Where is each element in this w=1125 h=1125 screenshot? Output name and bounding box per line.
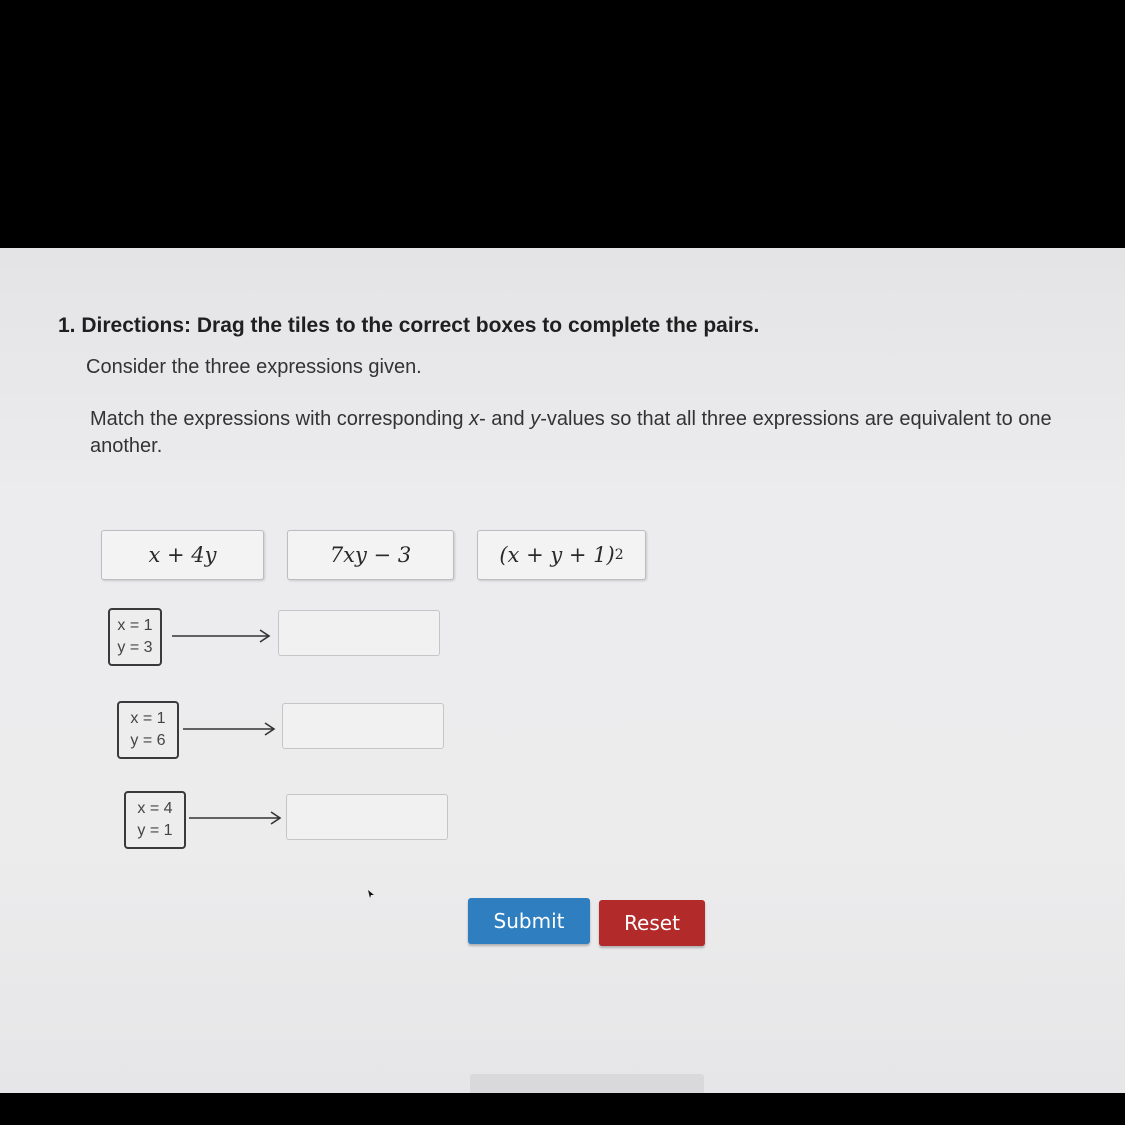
reset-button[interactable]: Reset <box>599 900 705 946</box>
tile-x-plus-4y[interactable]: x + 4y <box>101 530 264 580</box>
drop-box-1[interactable] <box>278 610 440 656</box>
question-number: 1. <box>58 314 76 337</box>
question-screen <box>0 248 1125 1093</box>
mouse-cursor-icon <box>368 890 374 898</box>
directions-text: Directions: Drag the tiles to the correct boxes to complete the pairs. <box>81 314 760 337</box>
drop-box-2[interactable] <box>282 703 444 749</box>
tile-x-plus-y-plus-1-squared[interactable]: (x + y + 1) 2 <box>477 530 646 580</box>
arrow-icon <box>189 811 283 825</box>
arrow-icon <box>172 629 272 643</box>
partial-footer-button <box>470 1074 704 1093</box>
bottom-black-border <box>0 1093 1125 1125</box>
arrow-icon <box>183 722 277 736</box>
drop-box-3[interactable] <box>286 794 448 840</box>
directions-heading <box>58 314 759 338</box>
submit-button[interactable]: Submit <box>468 898 590 944</box>
consider-text: Consider the three expressions given. <box>86 356 422 378</box>
tile-7xy-minus-3[interactable]: 7xy − 3 <box>287 530 454 580</box>
xy-values-box: x = 1 y = 6 <box>117 701 179 759</box>
top-black-border <box>0 0 1125 248</box>
xy-values-box: x = 1 y = 3 <box>108 608 162 666</box>
match-instructions: Match the expressions with corresponding x- and y-values so that all three expressions are equivalent to one another. <box>90 408 1052 457</box>
xy-values-box: x = 4 y = 1 <box>124 791 186 849</box>
